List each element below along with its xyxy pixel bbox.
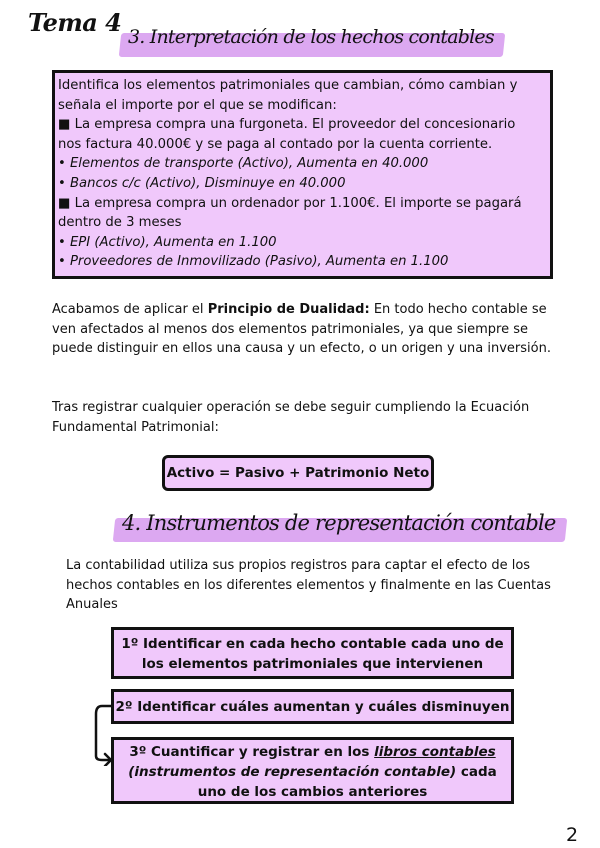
exercise-line: señala el importe por el que se modifican: (58, 97, 337, 113)
equation-intro: Tras registrar cualquier operación se debe seguir cumpliendo la Ecuación Fundamental Patrimonial: (52, 400, 530, 435)
exercise-line: ■ La empresa compra un ordenador por 1.100€. El importe se pagará (58, 195, 522, 211)
section-4-title (122, 511, 556, 535)
exercise-line: ■ La empresa compra una furgoneta. El proveedor del concesionario (58, 117, 516, 133)
instruments-intro: La contabilidad utiliza sus propios registros para captar el efecto de los hechos contables en los diferentes elementos y finalmente en las Cuentas Anuales (66, 558, 551, 612)
topic-label: Tema 4 (28, 8, 122, 37)
equation-box: Activo = Pasivo + Patrimonio Neto (162, 455, 434, 491)
step-1-box: 1º Identificar en cada hecho contable cada uno de los elementos patrimoniales que intervienen (111, 627, 514, 679)
step-3-box (111, 737, 514, 804)
step-2-box: 2º Identificar cuáles aumentan y cuáles disminuyen (111, 689, 514, 724)
section-4-title-text: 4. Instrumentos de representación contable (122, 511, 556, 535)
exercise-answer: • EPI (Activo), Aumenta en 1.100 (58, 234, 277, 250)
duality-paragraph (52, 300, 552, 359)
step-3-underlined: libros contables (374, 744, 496, 760)
exercise-line: nos factura 40.000€ y se paga al contado por la cuenta corriente. (58, 136, 493, 152)
duality-intro: Acabamos de aplicar el (52, 302, 208, 317)
duality-term: Principio de Dualidad: (207, 302, 370, 317)
page-number: 2 (566, 824, 579, 846)
step-3-italic: (instrumentos de representación contable) (128, 764, 457, 780)
bracket-arrow-icon (92, 700, 116, 766)
duality-definition: En todo hecho contable se ven afectados al menos dos elementos patrimoniales, ya que siempre se puede distinguir en ellos una causa y un efecto, o un origen y una inversión. (52, 302, 551, 356)
step-3-text: 3º Cuantificar y registrar en los (129, 744, 375, 760)
exercise-box (52, 70, 553, 279)
section-3-title (128, 26, 494, 48)
exercise-line: dentro de 3 meses (58, 215, 182, 231)
step-3-end: cada uno de los cambios anteriores (197, 764, 497, 800)
exercise-answer: • Elementos de transporte (Activo), Aumenta en 40.000 (58, 156, 429, 172)
exercise-line: Identifica los elementos patrimoniales que cambian, cómo cambian y (58, 78, 518, 93)
section-3-title-text: 3. Interpretación de los hechos contables (128, 26, 494, 48)
exercise-answer: • Proveedores de Inmovilizado (Pasivo), Aumenta en 1.100 (58, 254, 449, 270)
exercise-answer: • Bancos c/c (Activo), Disminuye en 40.000 (58, 175, 346, 191)
